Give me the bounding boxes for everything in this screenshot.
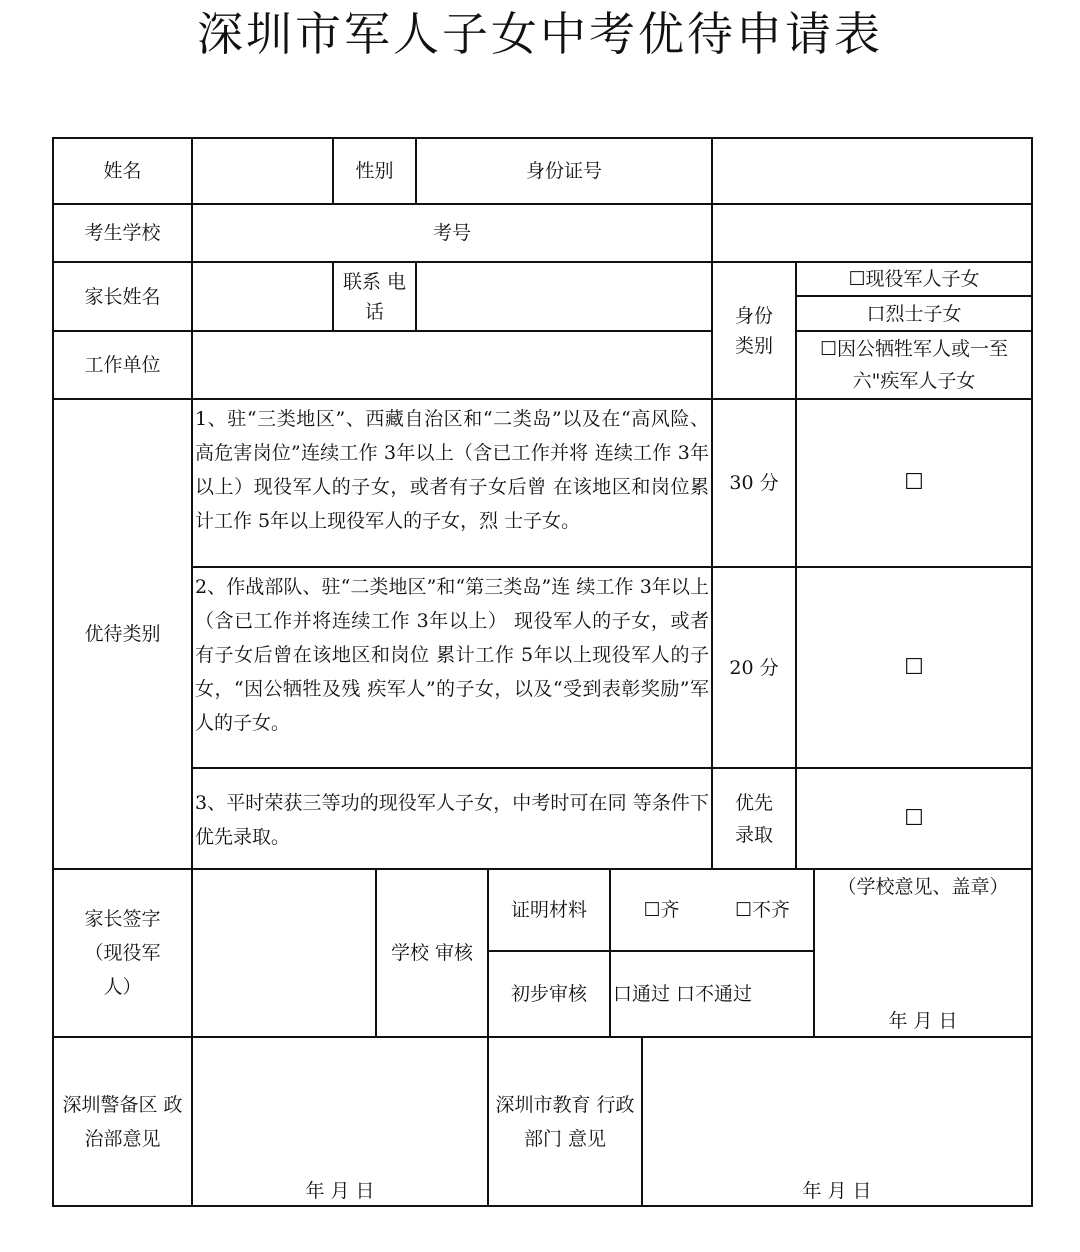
review-result-options[interactable]: 口通过 口不通过 xyxy=(613,983,753,1005)
category-checkbox[interactable]: ☐ xyxy=(904,805,924,831)
parent-signature-label: 家长签字 （现役军 人） xyxy=(84,908,161,998)
garrison-opinion-date: 年 月 日 xyxy=(305,1179,375,1202)
identity-type-label: 身份 类别 xyxy=(734,304,773,357)
category-checkbox[interactable]: ☐ xyxy=(904,470,924,495)
parent-name-label: 家长姓名 xyxy=(84,285,161,308)
category-points: 优先 录取 xyxy=(734,791,773,846)
phone-label: 联系 电 话 xyxy=(342,270,407,323)
education-opinion-date: 年 月 日 xyxy=(802,1179,872,1202)
category-description: 3、平时荣获三等功的现役军人子女，中考时可在同 等条件下优先录取。 xyxy=(195,792,709,848)
name-field[interactable] xyxy=(193,139,332,203)
page-title: 深圳市军人子女中考优待申请表 xyxy=(197,7,883,61)
school-opinion-label: （学校意见、盖章） xyxy=(837,876,1009,898)
work-unit-field[interactable] xyxy=(193,332,711,398)
school-label: 考生学校 xyxy=(84,222,161,244)
education-opinion-label: 深圳市教育 行政 部门 意见 xyxy=(495,1093,635,1150)
name-label: 姓名 xyxy=(103,160,142,182)
garrison-opinion-label: 深圳警备区 政 治部意见 xyxy=(62,1093,183,1150)
school-review-label: 学校 审核 xyxy=(390,942,474,964)
proof-material-label: 证明材料 xyxy=(510,899,587,921)
proof-incomplete-checkbox[interactable]: ☐不齐 xyxy=(734,899,791,921)
exam-number-field[interactable] xyxy=(713,205,1031,261)
table-line xyxy=(52,1205,1033,1207)
school-opinion-date: 年 月 日 xyxy=(888,1010,958,1032)
parent-name-field[interactable] xyxy=(193,263,332,330)
phone-field[interactable] xyxy=(417,263,711,330)
garrison-opinion-field[interactable] xyxy=(193,1038,487,1178)
category-description: 2、作战部队、驻“二类地区”和“第三类岛”连 续工作 3年以上（含已工作并将连续工作 3年以上） 现役军人的子女，或者有子女后曾在该地区和岗位 累计工作 5年以上现役军人的子女，“因公牺牲及残 疾军人”的子女，以及“受到表彰奖励”军人的子女。 xyxy=(195,576,709,734)
exam-number-label: 考号 xyxy=(432,222,471,244)
work-unit-label: 工作单位 xyxy=(84,354,161,376)
preferential-type-label: 优待类别 xyxy=(84,623,161,645)
education-opinion-field[interactable] xyxy=(643,1038,1031,1178)
identity-option-disabled-military[interactable]: ☐因公牺牲军人或一至 六"疾军人子女 xyxy=(819,338,1009,392)
category-points: 20 分 xyxy=(729,656,779,679)
preliminary-review-label: 初步审核 xyxy=(510,983,587,1005)
category-checkbox[interactable]: ☐ xyxy=(904,654,924,680)
identity-option-martyr[interactable]: 口烈士子女 xyxy=(866,302,962,325)
gender-label: 性别 xyxy=(355,160,394,182)
id-number-label: 身份证号 xyxy=(525,160,602,182)
table-line xyxy=(1031,137,1033,1207)
identity-option-active-military[interactable]: ☐现役军人子女 xyxy=(848,268,980,290)
proof-complete-checkbox[interactable]: ☐齐 xyxy=(643,899,680,921)
parent-signature-field[interactable] xyxy=(193,870,375,1036)
category-points: 30 分 xyxy=(729,472,779,494)
id-number-field[interactable] xyxy=(713,139,1031,203)
category-description: 1、驻“三类地区”、西藏自治区和“二类岛”以及在“高风险、高危害岗位”连续工作 3年以上（含已工作并将 连续工作 3年以上）现役军人的子女，或者有子女后曾 在该地区和岗位累计工作 5年以上现役军人的子女，烈 士子女。 xyxy=(195,408,709,532)
